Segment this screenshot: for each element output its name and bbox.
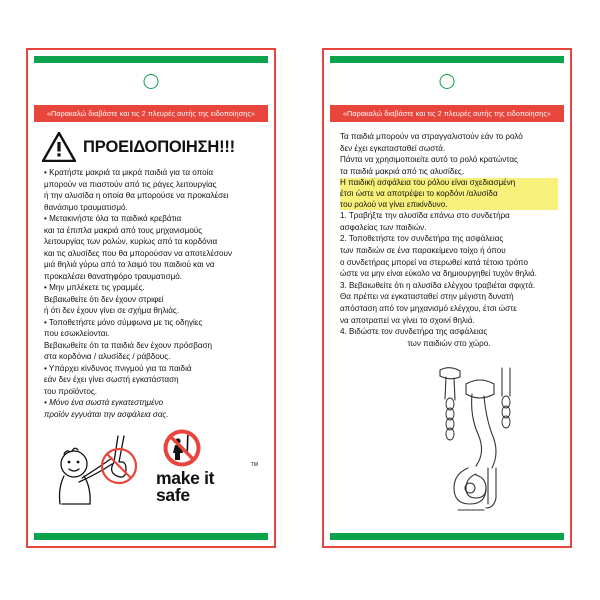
intro-line: Πάντα να χρησιμοποιείτε αυτό το ρολό κρατώντας [340, 155, 518, 165]
step-line: Θα πρέπει να εγκατασταθεί στην μέγιστη δυνατή [340, 292, 514, 302]
bullet-line: του προϊόντος. [44, 386, 98, 396]
warning-triangle-icon [42, 132, 76, 162]
closing-line: προϊόν εγγυάται την ασφάλεια σας. [44, 409, 169, 419]
step-line: των παιδιών σε ένα παρακείμενο τοίχο ή όπου [340, 245, 506, 255]
right-warning-card [322, 48, 572, 548]
bullet-line: στα κορδόνια / αλυσίδες / ράβδους. [44, 352, 171, 362]
step-line: 1. Τραβήξτε την αλυσίδα επάνω στο συνδετήρα [340, 211, 510, 221]
step-line: να αποτραπεί να γίνει το σχοινί θηλιά. [340, 315, 475, 325]
green-top-bar [330, 56, 564, 63]
logo-text [156, 470, 260, 504]
highlight-line: έτσι ώστε να αποτρέψει το κορδόνι /αλυσίδα [340, 188, 498, 198]
step-line: 3. Βεβαιωθείτε ότι η αλυσίδα ελέγχου τραβιέται σφιχτά. [340, 280, 536, 290]
trademark-mark: TM [250, 462, 258, 468]
bullet-line: ή την αλυσίδα η οποία θα μπορούσε να προκαλέσει [44, 191, 229, 201]
bullet-line: ή ότι δεν έχουν γίνει σε σχήμα θηλιάς. [44, 306, 180, 316]
page-title: ΠΡΟΕΙΔΟΠΟΙΗΣΗ!!! [83, 137, 235, 156]
bullet-line: • Κρατήστε μακριά τα μικρά παιδιά για τα οποία [44, 168, 214, 177]
bullet-line: θανάσιμο τραυματισμό. [44, 202, 128, 212]
left-warning-card [26, 48, 276, 548]
child-pulling-cord-icon [46, 434, 154, 516]
bullet-line: που εσωκλείονται. [44, 329, 110, 339]
final-line: των παιδιών στο χώρο. [407, 338, 491, 348]
bullet-line: • Τοποθετήστε μόνο σύμφωνα με τις οδηγίες [44, 317, 203, 327]
step-line: 4. Βιδώστε τον συνδετήρα της ασφάλειας [340, 327, 488, 337]
closing-line: • Μόνο ένα σωστά εγκατεστημένο [44, 398, 164, 408]
bullet-line: προκαλέσει θανατηφόρο τραυματισμό. [44, 271, 182, 281]
intro-line: Τα παιδιά μπορούν να στραγγαλιστούν εάν το ρολό [340, 132, 523, 141]
hang-hole-icon [440, 74, 455, 89]
bullet-line: μιά θηλιά γύρω από το λαιμό του παιδιού και να [44, 260, 215, 270]
step-line: ασφαλείας των παιδιών. [340, 222, 427, 232]
green-top-bar [34, 56, 268, 63]
hang-hole-icon [144, 74, 159, 89]
step-line: ο συνδετήρας μπορεί να στερωθεί κατά τέτοιο τρόπο [340, 257, 528, 267]
bullet-line: • Υπάρχει κίνδυνος πνιγμού για τα παιδιά [44, 363, 192, 373]
step-line: ώστε να μην είναι εύκολο να δημιουργηθεί τυχόν θηλιά. [340, 269, 537, 279]
intro-line: τα παιδιά μακριά από τις αλυσίδες. [340, 166, 465, 176]
chain-safety-clip-diagram [428, 364, 544, 516]
bullet-line: • Μην μπλέκετε τις γραμμές. [44, 283, 145, 293]
bullet-line: εάν δεν έχει γίνει σωστή εγκατάσταση [44, 375, 179, 385]
highlighted-note [340, 178, 558, 210]
bullet-line: λειτουργίας των ρολών, κυρίως από τα κορδόνια [44, 237, 218, 247]
right-card-text [340, 132, 558, 350]
bullet-line: Βεβαιωθείτε ότι τα παιδιά δεν έχουν πρόσβαση [44, 340, 213, 350]
logo-line-1: make it [156, 468, 215, 488]
left-card-banner: «Παρακαλώ διαβάστε και τις 2 πλευρές αυτής της ειδοποίησης» [34, 105, 268, 122]
step-line: 2. Τοποθετήστε τον συνδετήρα της ασφάλειας [340, 234, 504, 244]
right-card-banner: «Παρακαλώ διαβάστε και τις 2 πλευρές αυτής της ειδοποίησης» [330, 105, 564, 122]
left-card-bullets [44, 168, 262, 421]
bullet-line: Βεβαιωθείτε ότι δεν έχουν στριφεί [44, 294, 164, 304]
step-line: απόσταση από τον μηχανισμό ελέγχου, έτσι ώστε [340, 303, 517, 313]
bullet-line: μπορούν να πιαστούν από τις ράγες λειτουργίας [44, 179, 217, 189]
green-bottom-bar [34, 533, 268, 540]
bullet-line: και τις αλυσίδες που θα μπορούσαν να αποτελέσουν [44, 248, 232, 258]
highlight-line: Η παιδική ασφάλεια του ρόλου είναι σχεδιασμένη [340, 178, 516, 188]
green-bottom-bar [330, 533, 564, 540]
intro-line: δεν έχει εγκατασταθεί σωστά. [340, 143, 446, 153]
bullet-line: • Μετακινήστε όλα τα παιδικά κρεβάτια [44, 214, 182, 224]
make-it-safe-logo [156, 428, 260, 520]
bullet-line: και τα έπιπλα μακριά από τους μηχανισμούς [44, 225, 203, 235]
no-child-cord-icon [162, 428, 202, 468]
highlight-line: του ρολού να γίνει επικίνδυνο. [340, 199, 448, 209]
logo-line-2: safe [156, 484, 190, 505]
warning-heading-row [42, 132, 264, 162]
